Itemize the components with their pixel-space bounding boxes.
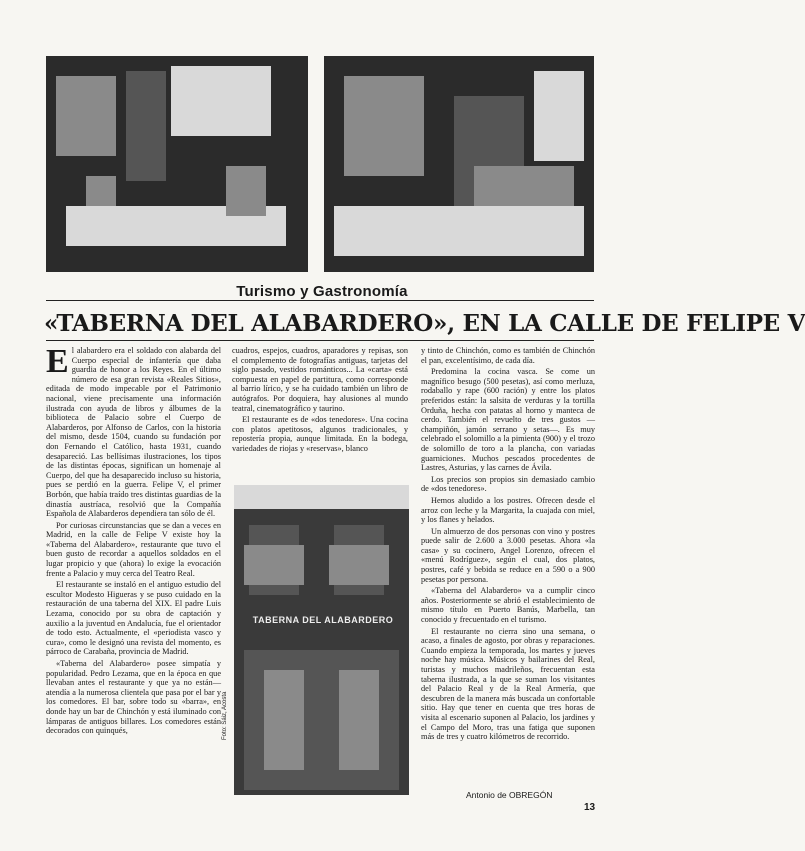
paragraph: El restaurante no cierra sino una semana, o acaso, a finales de agosto, por obras y reparaciones. Cuando empieza la temporada, los martes y jueves noche hay música. Músicos y bailarines del Real, turistas y muchos madrileños, frecuentan esta taberna ilustrada, a la que se suman los visitantes del Palacio Real y de la Real Armería, que descubren de la manera más buscada un confortable sitio. Hay que tener en cuenta que tres horas de visita al escenario suponen al Palacio, los jardines y el Campo del Moro, tras una fatiga que suponen más de tres y cuatro kilómetros de recorrido. [421,626,595,742]
section-title: Turismo y Gastronomía [236,283,408,300]
paragraph: Un almuerzo de dos personas con vino y postres puede salir de 2.600 a 3.000 pesetas. Ahora «la casa» y su cocinero, Angel Lorenzo, ofrecen el «menú Rodríguez», según el cual, dos platos, postres, café y bebida se reduce en a 590 o a 900 pesetas por persona. [421,526,595,584]
paragraph: Por curiosas circunstancias que se dan a veces en Madrid, en la calle de Felipe V existe hoy la «Taberna del Alabardero», restaurante que tuvo el buen gusto de recordar a aquellos soldados en el lugar propicio y que (ahora) lo exige la evocación frente a Palacio y muy cerca del Teatro Real. [46,520,221,578]
article-column-2 [232,346,408,456]
paragraph: y tinto de Chinchón, como es también de Chinchón el pan, excelentísimo, de cada día. [421,346,595,365]
paragraph: El restaurante se instaló en el antiguo estudio del escultor Modesto Higueras y se puso cuidado en la restauración de una taberna del XIX. El padre Luis Lezama, conocido por su obra de captación y auxilio a la juventud en Andalucía, fue el orientador de todo esto. Actualmente, el «periodista vasco y cura», como le designó una revista del momento, es párroco de Carabaña, provincia de Madrid. [46,580,221,657]
drop-cap: E [46,343,69,380]
facade-sign: TABERNA DEL ALABARDERO [252,615,394,625]
paragraph: El alabardero era el soldado con alabarda del Cuerpo especial de infantería que daba guardia de honor a los Reyes. En el último número de esa gran revista «Reales Sitios», editada de modo impecable por el Patrimonio nacional, viene precisamente una información ilustrada con ayuda de libros y álbumes de la biblioteca de Palacio sobre el Cuerpo de Alabarderos, por Alfonso de Carlos, con la historia del mismo, desde 1504, cuando su fundación por don Fernando el Católico, hasta 1931, cuando desapareció. Las bellísimas ilustraciones, los tipos de las distintas épocas, significan un homenaje al Cuerpo, del que ha desaparecido incluso su historia, pues se perdió en la guerra. Felipe V, el primer Borbón, que había traído tres distintas guardias de la dinastía austríaca, resolvió que la Compañía Española de Alabarderos dependiera tan sólo de él. [46,343,221,519]
photo-credit: Foto: Sáiz, Acosta [222,691,228,740]
divider [46,340,594,341]
paragraph: Predomina la cocina vasca. Se come un magnífico besugo (500 pesetas), así como merluza, rodaballo y rape (600 ración) y entre los platos preferidos están: la salsita de verduras y la tortilla Orduña, hecha con patatas al horno y manteca de cerdo. También el revuelto de tres gustos —champiñón, jamón serrano y setas—. Es muy celebrado el solomillo a la pimienta (900) y el trozo de solomillo de toro a la plancha, con variadas guarniciones. Muchos pescados procedentes de Lastres, Asturias, y las carnes de Ávila. [421,367,595,473]
author-signature: Antonio de OBREGÓN [466,790,553,800]
paragraph: cuadros, espejos, cuadros, aparadores y repisas, son el complemento de fotografías antiguas, tarjetas del siglo pasado, vestidos románticos... La «carta» está compuesta en papel de partitura, como corresponde al barrio lírico, y se ha cuidado también un libro de autógrafos. Por doquiera, hay alusiones al mundo teatral, cinematográfico y taurino. [232,346,408,413]
photo-restaurant-interior [46,56,308,272]
photo-facade [234,485,409,795]
paragraph: El restaurante es de «dos tenedores». Una cocina con platos apetitosos, algunos tradicionales, y repostería propia, aunque limitada. En la bodega, variedades de riojas y «reservas», blanco [232,415,408,453]
photo-restaurant-bar [324,56,594,272]
article-column-3 [421,346,595,744]
headline: «TABERNA DEL ALABARDERO», EN LA CALLE DE FELIPE V [44,310,805,337]
paragraph: Los precios son propios sin demasiado cambio de «dos tenedores». [421,474,595,494]
article-column-1 [46,343,221,738]
page-number: 13 [584,802,596,813]
divider [46,300,594,301]
paragraph: Hemos aludido a los postres. Ofrecen desde el arroz con leche y la Margarita, la cuajada con miel, y los flanes y helados. [421,495,595,525]
paragraph: «Taberna del Alabardero» va a cumplir cinco años. Posteriormente se abrió el establecimiento de mismo título en Puerto Banús, Marbella, tan conocido y frecuentado en el turismo. [421,586,595,625]
paragraph: «Taberna del Alabardero» posee simpatía y popularidad. Pedro Lezama, que en la época en que llevaban antes el restaurante y que ya no están— atendía a la numerosa clientela que pasa por el bar y los comedores. El bar, sobre todo su «barra», en donde hay un bar de Chinchón y está iluminado con lámparas de antiguos billares. Los comedores están decorados con quinqués, [46,659,221,736]
